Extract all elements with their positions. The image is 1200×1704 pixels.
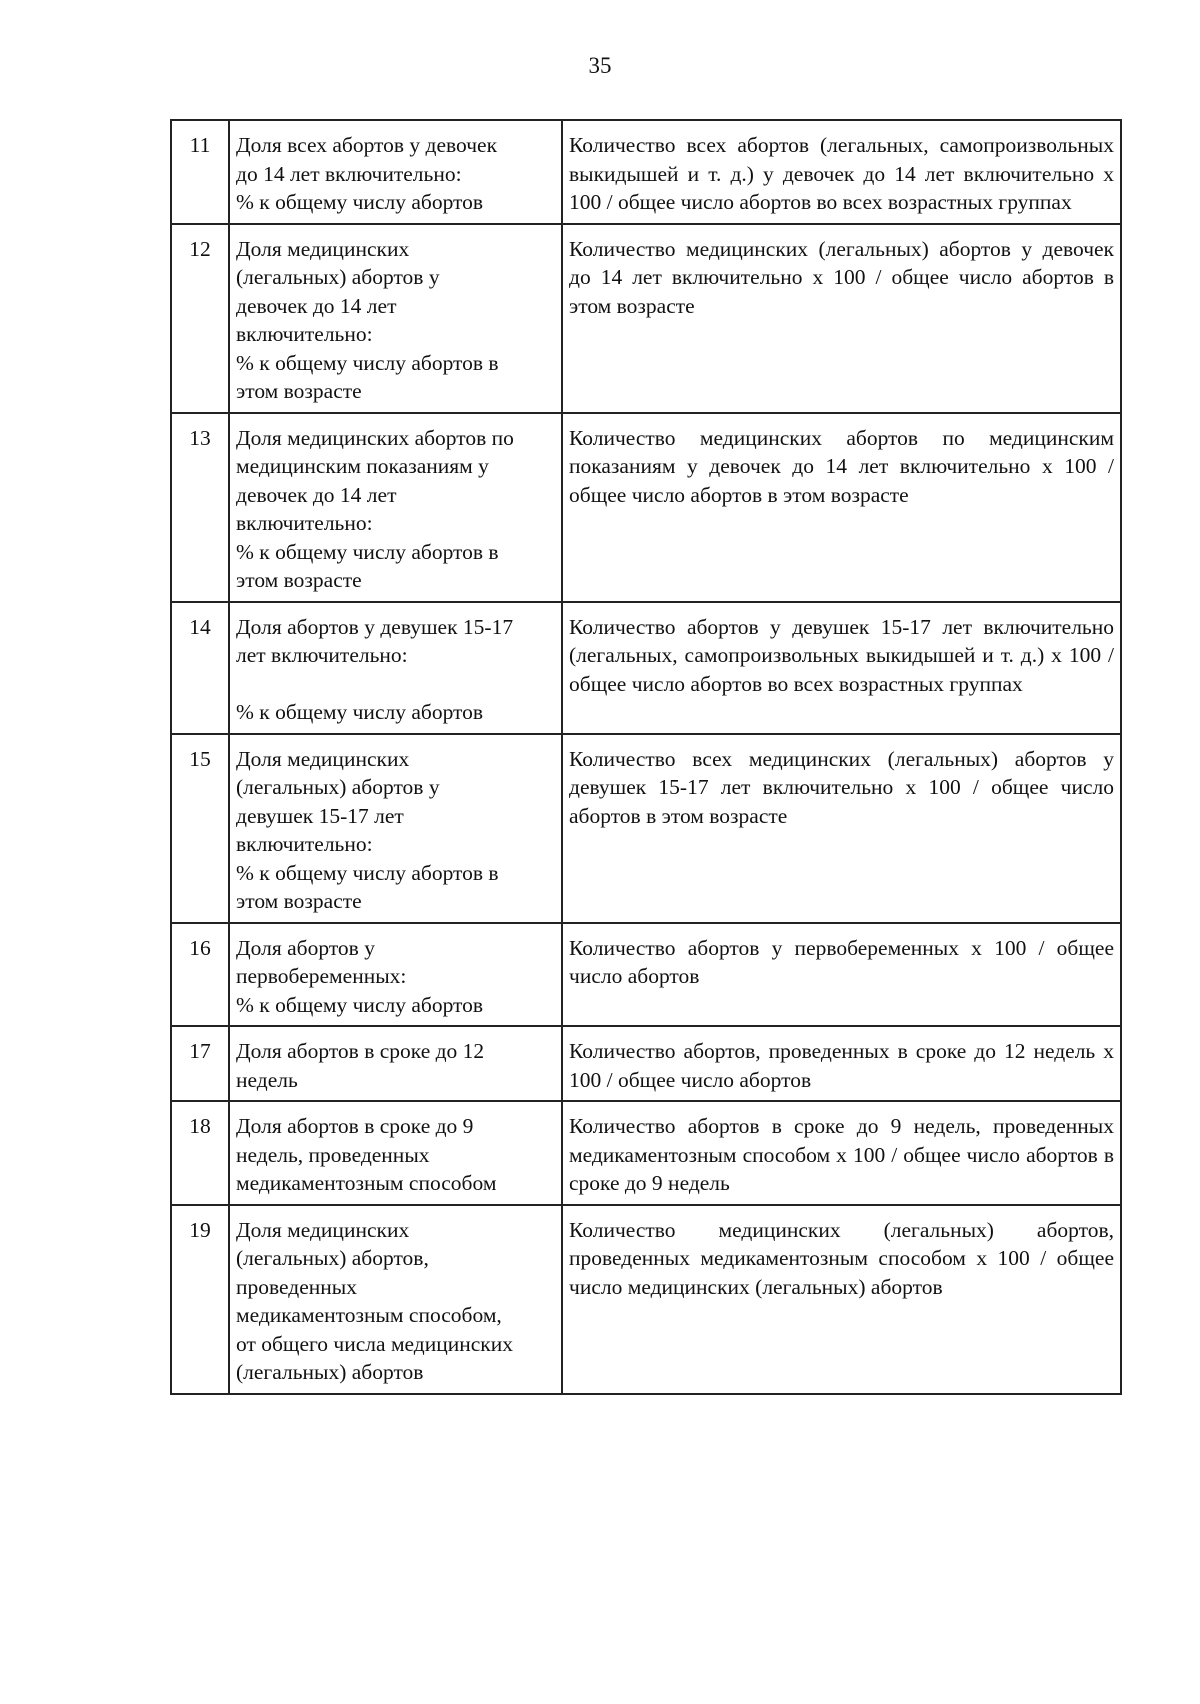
table-row <box>171 1026 1121 1101</box>
indicator-name-line: (легальных) абортов, <box>236 1246 429 1270</box>
indicator-name-line: (легальных) абортов у <box>236 775 440 799</box>
row-number: 14 <box>171 602 229 734</box>
indicator-name-line: первобеременных: <box>236 964 407 988</box>
indicator-name-line: (легальных) абортов <box>236 1360 424 1384</box>
indicators-table <box>170 119 1122 1395</box>
indicator-name-line: проведенных <box>236 1274 357 1299</box>
indicator-formula: Количество абортов у девушек 15-17 лет включительно (легальных, самопроизвольных выкидышей и т. д.) x 100 / общее число абортов во всех возрастных группах <box>562 602 1121 734</box>
indicator-name-line: Доля медицинских абортов по <box>236 425 514 450</box>
row-number: 15 <box>171 734 229 923</box>
indicator-formula: Количество абортов у первобеременных x 100 / общее число абортов <box>562 923 1121 1027</box>
row-number: 13 <box>171 413 229 602</box>
indicator-name <box>229 1026 562 1101</box>
indicator-name-line: Доля абортов у <box>236 935 375 960</box>
indicator-name-line: этом возрасте <box>236 379 362 403</box>
indicator-name-line: медицинским показаниям у <box>236 454 489 478</box>
indicator-name-line: девочек до 14 лет <box>236 482 397 507</box>
indicator-formula: Количество всех абортов (легальных, самопроизвольных выкидышей и т. д.) у девочек до 14 лет включительно x 100 / общее число абортов во всех возрастных группах <box>562 120 1121 224</box>
indicator-name-line: девочек до 14 лет <box>236 293 397 318</box>
indicator-formula: Количество медицинских (легальных) абортов, проведенных медикаментозным способом x 100 / общее число медицинских (легальных) абортов <box>562 1205 1121 1394</box>
row-number: 16 <box>171 923 229 1027</box>
table-row <box>171 923 1121 1027</box>
indicator-name <box>229 120 562 224</box>
indicator-name-line: до 14 лет включительно: <box>236 161 462 186</box>
indicator-name-line: % к общему числу абортов в <box>236 860 499 885</box>
indicator-name <box>229 224 562 413</box>
indicator-name-line: % к общему числу абортов <box>236 700 484 724</box>
indicator-name-line: Доля абортов в сроке до 12 <box>236 1039 485 1063</box>
indicator-name-line: % к общему числу абортов <box>236 992 484 1017</box>
indicator-name-line: лет включительно: <box>236 643 408 667</box>
indicator-name-line: Доля абортов у девушек 15-17 <box>236 614 514 639</box>
indicator-name <box>229 413 562 602</box>
indicator-name-line: % к общему числу абортов <box>236 190 484 214</box>
table-row <box>171 1205 1121 1394</box>
indicator-name-line: % к общему числу абортов в <box>236 350 499 375</box>
indicator-name-line: (легальных) абортов у <box>236 265 440 289</box>
indicator-name-line: Доля медицинских <box>236 236 410 261</box>
table-row <box>171 602 1121 734</box>
indicator-name-line: Доля всех абортов у девочек <box>236 133 498 157</box>
indicator-formula: Количество медицинских абортов по медицинским показаниям у девочек до 14 лет включительно x 100 / общее число абортов в этом возрасте <box>562 413 1121 602</box>
table-row <box>171 1101 1121 1205</box>
indicator-name-line: Доля медицинских <box>236 1217 410 1242</box>
table-row <box>171 224 1121 413</box>
indicator-name-line: недель, проведенных <box>236 1142 430 1167</box>
indicator-formula: Количество абортов в сроке до 9 недель, проведенных медикаментозным способом x 100 / общее число абортов в сроке до 9 недель <box>562 1101 1121 1205</box>
indicator-name-line: % к общему числу абортов в <box>236 539 499 564</box>
row-number: 17 <box>171 1026 229 1101</box>
indicator-name-line: этом возрасте <box>236 568 362 592</box>
indicator-name-line: от общего числа медицинских <box>236 1331 514 1356</box>
indicator-formula: Количество медицинских (легальных) абортов у девочек до 14 лет включительно x 100 / общее число абортов в этом возрасте <box>562 224 1121 413</box>
indicator-name-line: включительно: <box>236 322 373 346</box>
row-number: 11 <box>171 120 229 224</box>
row-number: 18 <box>171 1101 229 1205</box>
indicator-name-line: включительно: <box>236 832 373 856</box>
indicator-name-line: этом возрасте <box>236 889 362 913</box>
indicator-name <box>229 602 562 734</box>
indicator-name <box>229 734 562 923</box>
table-row <box>171 413 1121 602</box>
page-number: 35 <box>588 53 612 78</box>
table-row <box>171 734 1121 923</box>
indicator-name-line: Доля абортов в сроке до 9 <box>236 1114 474 1138</box>
indicator-name-line: недель <box>236 1067 298 1092</box>
indicator-name-line: включительно: <box>236 511 373 535</box>
indicator-name <box>229 1101 562 1205</box>
indicator-name-line: медикаментозным способом <box>236 1171 497 1195</box>
row-number: 12 <box>171 224 229 413</box>
indicators-table-body <box>171 120 1121 1394</box>
indicator-name-line: Доля медицинских <box>236 746 410 771</box>
indicator-name-line: медикаментозным способом, <box>236 1303 502 1327</box>
indicator-name <box>229 1205 562 1394</box>
indicator-name <box>229 923 562 1027</box>
indicator-name-line: девушек 15-17 лет <box>236 803 404 828</box>
row-number: 19 <box>171 1205 229 1394</box>
indicator-formula: Количество абортов, проведенных в сроке до 12 недель x 100 / общее число абортов <box>562 1026 1121 1101</box>
table-row <box>171 120 1121 224</box>
indicator-formula: Количество всех медицинских (легальных) абортов у девушек 15-17 лет включительно x 100 / общее число абортов в этом возрасте <box>562 734 1121 923</box>
